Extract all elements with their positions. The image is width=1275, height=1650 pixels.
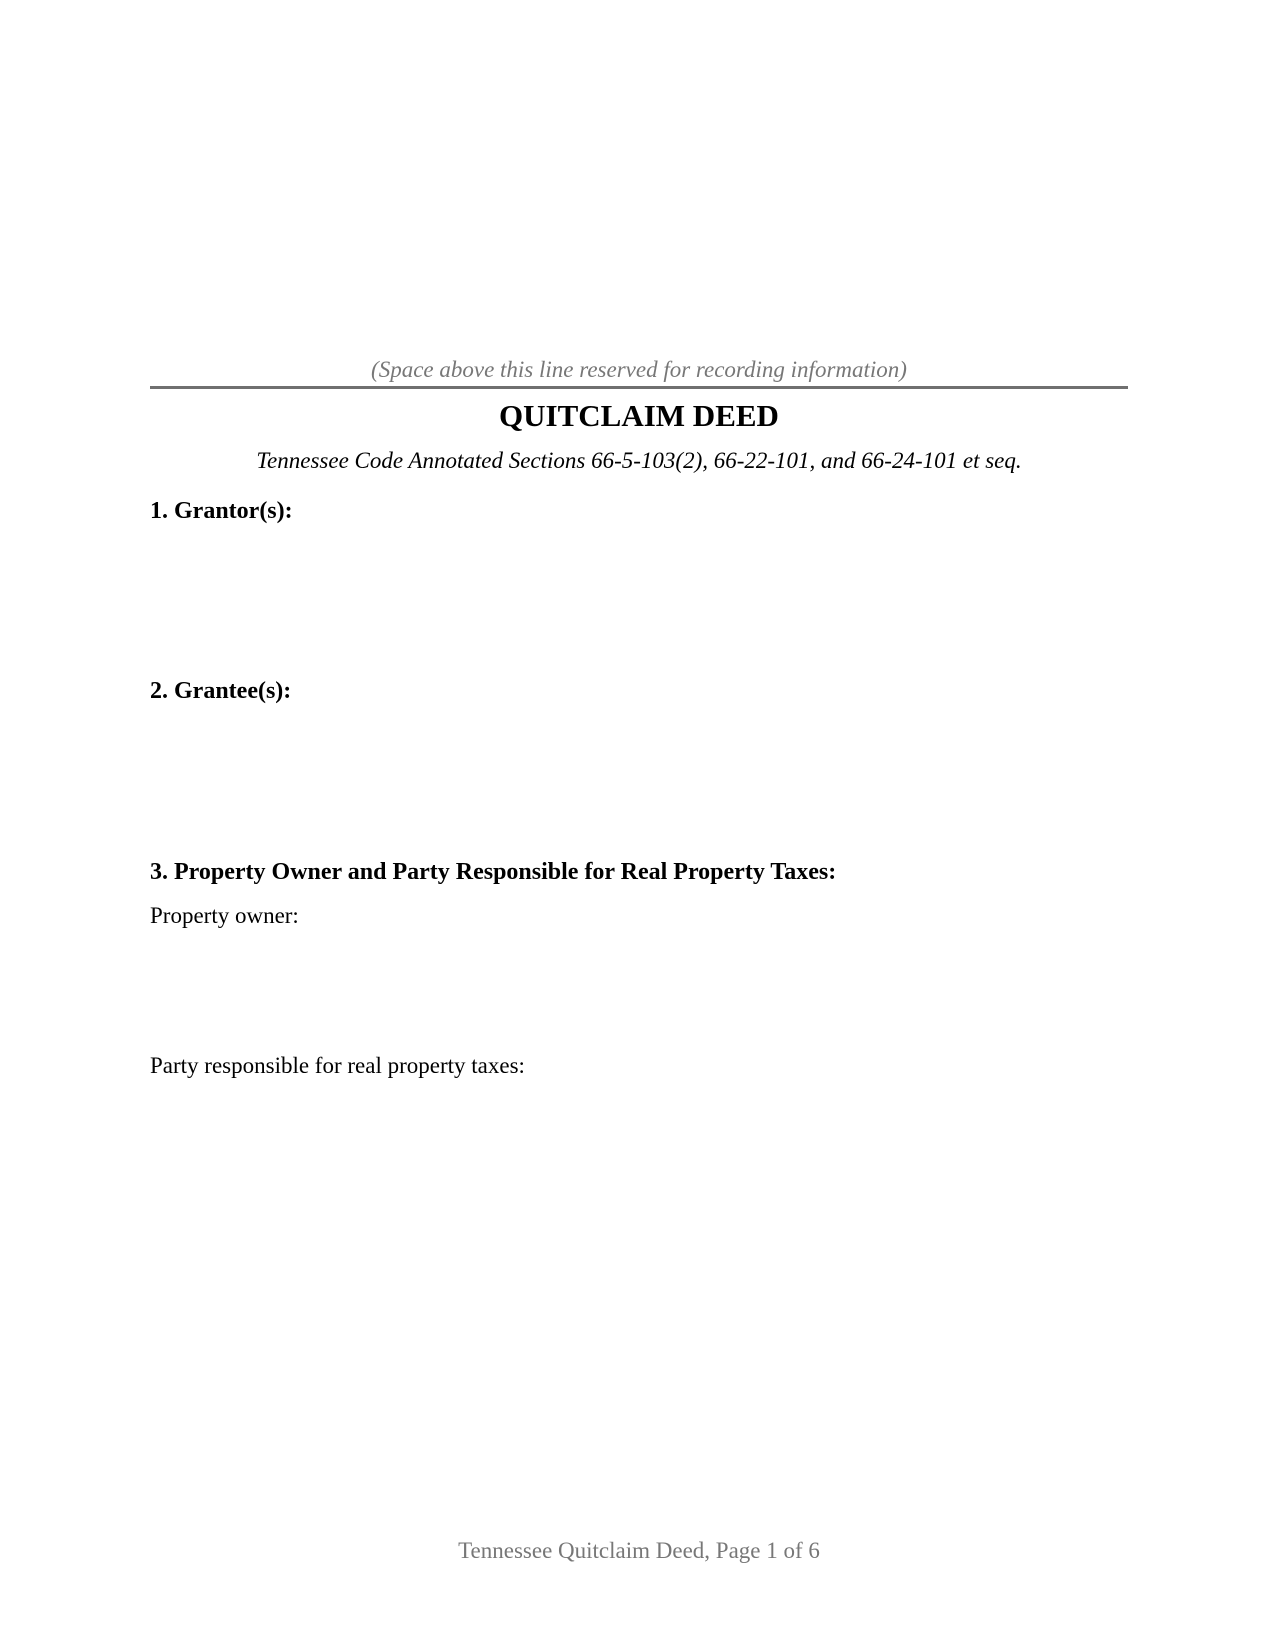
tax-party-label: Party responsible for real property taxes: [150,1053,525,1078]
property-owner-heading: 3. Property Owner and Party Responsible for Real Property Taxes: [150,859,837,885]
grantor-heading: 1. Grantor(s): [150,498,293,524]
grantee-heading: 2. Grantee(s): [150,678,292,704]
page-footer: Tennessee Quitclaim Deed, Page 1 of 6 [458,1538,820,1563]
recording-divider-line [150,386,1128,389]
recording-space-note: (Space above this line reserved for recording information) [371,357,907,382]
page-title: QUITCLAIM DEED [499,398,779,433]
statute-citation: Tennessee Code Annotated Sections 66-5-103(2), 66-22-101, and 66-24-101 et seq. [256,448,1022,473]
property-owner-label: Property owner: [150,903,299,928]
